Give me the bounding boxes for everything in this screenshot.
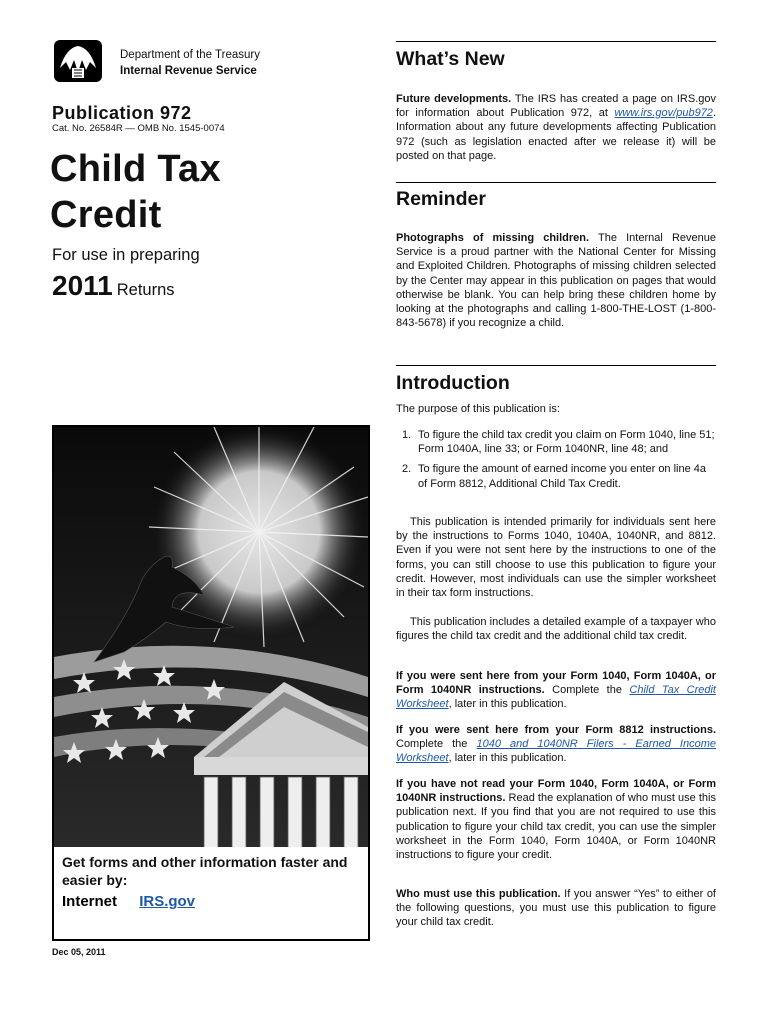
section-3-lead: If you have not read your Form 1040, Form 1040A, or Form 1040NR instructions. xyxy=(396,778,716,805)
catalog-number: Cat. No. 26584R — OMB No. 1545-0074 xyxy=(52,123,225,134)
list-text: To figure the amount of earned income you enter on line 4a of Form 8812, Additional Child Tax Credit. xyxy=(418,463,707,490)
returns-label: Returns xyxy=(116,281,175,299)
whats-new-text: The IRS has created a page on IRS.gov for information about Publication 972, at xyxy=(396,93,717,120)
section-2-text: Complete the xyxy=(396,738,477,751)
internet-label: Internet xyxy=(62,893,118,910)
list-number: 2. xyxy=(402,463,412,476)
intro-paragraph-2: This publication includes a detailed example of a taxpayer who figures the child tax credit and the additional child tax credit. xyxy=(396,616,716,643)
forms-info-heading: Get forms and other information faster and easier by: xyxy=(62,854,348,888)
section-rule xyxy=(396,41,716,42)
list-item xyxy=(396,428,716,456)
department-label: Department of the Treasury xyxy=(120,49,260,61)
section-1-lead: If you were sent here from your Form 1040, Form 1040A, or Form 1040NR instructions. xyxy=(396,670,716,697)
instructions-section-2 xyxy=(396,723,716,766)
for-use-text: For use in preparing xyxy=(52,246,200,264)
section-4-lead: Who must use this publication. xyxy=(396,888,561,900)
instructions-section-3 xyxy=(396,777,716,862)
section-rule xyxy=(396,365,716,366)
section-4-text: If you answer “Yes” to either of the following questions, you must use this publication to figure your child tax credit. xyxy=(396,888,716,929)
list-item xyxy=(396,462,716,490)
agency-name xyxy=(120,47,260,79)
publication-number: Publication 972 xyxy=(52,103,192,123)
tax-year-line xyxy=(52,270,175,302)
reminder-text: The Internal Revenue Service is a proud partner with the National Center for Missing and Exploited Children. Photographs of missing children selected by the Center may appear in this publication on pages that would otherwise be blank. You can help bring these children home by looking at the photographs and calling 1-800-THE-LOST (1-800-843-5678) if you recognize a child. xyxy=(396,232,716,330)
page-title xyxy=(50,146,350,238)
child-tax-credit-worksheet-link[interactable]: Child Tax Credit Worksheet xyxy=(396,684,716,711)
earned-income-worksheet-link[interactable]: 1040 and 1040NR Filers - Earned Income Worksheet xyxy=(396,738,716,765)
introduction-heading: Introduction xyxy=(396,372,510,394)
whats-new-text-2: . Information about any future developments affecting Publication 972 (such as legislation enacted after we release it) will be posted on that page. xyxy=(396,107,716,162)
internet-row xyxy=(62,893,360,910)
section-1-tail: , later in this publication. xyxy=(448,698,567,711)
list-text: To figure the child tax credit you claim on Form 1040, line 51; Form 1040A, line 33; or Form 1040NR, line 48; and xyxy=(418,429,715,456)
section-2-tail: , later in this publication. xyxy=(448,752,567,765)
revision-date: Dec 05, 2011 xyxy=(52,947,106,957)
section-3-text: Read the explanation of who must use this publication next. If you find that you are not required to use this publication to figure your child tax credit, you can use the simpler worksheet in the Form 1040, Form 1040A, or Form 1040NR instructions to figure your credit. xyxy=(396,792,716,862)
missing-children-lead: Photographs of missing children. xyxy=(396,232,590,244)
reminder-paragraph xyxy=(396,231,716,330)
instructions-section-4 xyxy=(396,887,716,930)
pub972-link[interactable]: www.irs.gov/pub972 xyxy=(614,107,713,120)
whats-new-paragraph xyxy=(396,92,716,163)
irs-gov-link[interactable]: IRS.gov xyxy=(139,893,196,910)
cover-illustration xyxy=(52,425,370,941)
tax-year: 2011 xyxy=(52,270,113,301)
intro-paragraph-1: This publication is intended primarily for individuals sent here by the instructions to Forms 1040, 1040A, 1040NR, and 8812. Even if you were not sent here by the instructions to one of the forms, you can still choose to use this publication to figure your credit. However, most individuals can use the simpler worksheet in their tax form instructions. xyxy=(396,516,716,600)
forms-info-box xyxy=(54,847,368,939)
whats-new-heading: What’s New xyxy=(396,48,505,70)
title-line-2: Credit xyxy=(50,194,162,236)
section-2-lead: If you were sent here from your Form 8812 instructions. xyxy=(396,724,716,736)
purpose-line: The purpose of this publication is: xyxy=(396,403,560,415)
purpose-list xyxy=(396,428,716,497)
instructions-section-1 xyxy=(396,669,716,712)
title-line-1: Child Tax xyxy=(50,148,221,190)
fireworks-flag-capitol-image xyxy=(54,427,368,851)
irs-eagle-logo-icon xyxy=(52,38,104,84)
future-developments-lead: Future developments. xyxy=(396,93,512,105)
reminder-heading: Reminder xyxy=(396,188,486,210)
list-number: 1. xyxy=(402,429,412,441)
irs-label: Internal Revenue Service xyxy=(120,65,257,77)
section-rule xyxy=(396,182,716,183)
section-1-text: Complete the xyxy=(544,684,630,697)
